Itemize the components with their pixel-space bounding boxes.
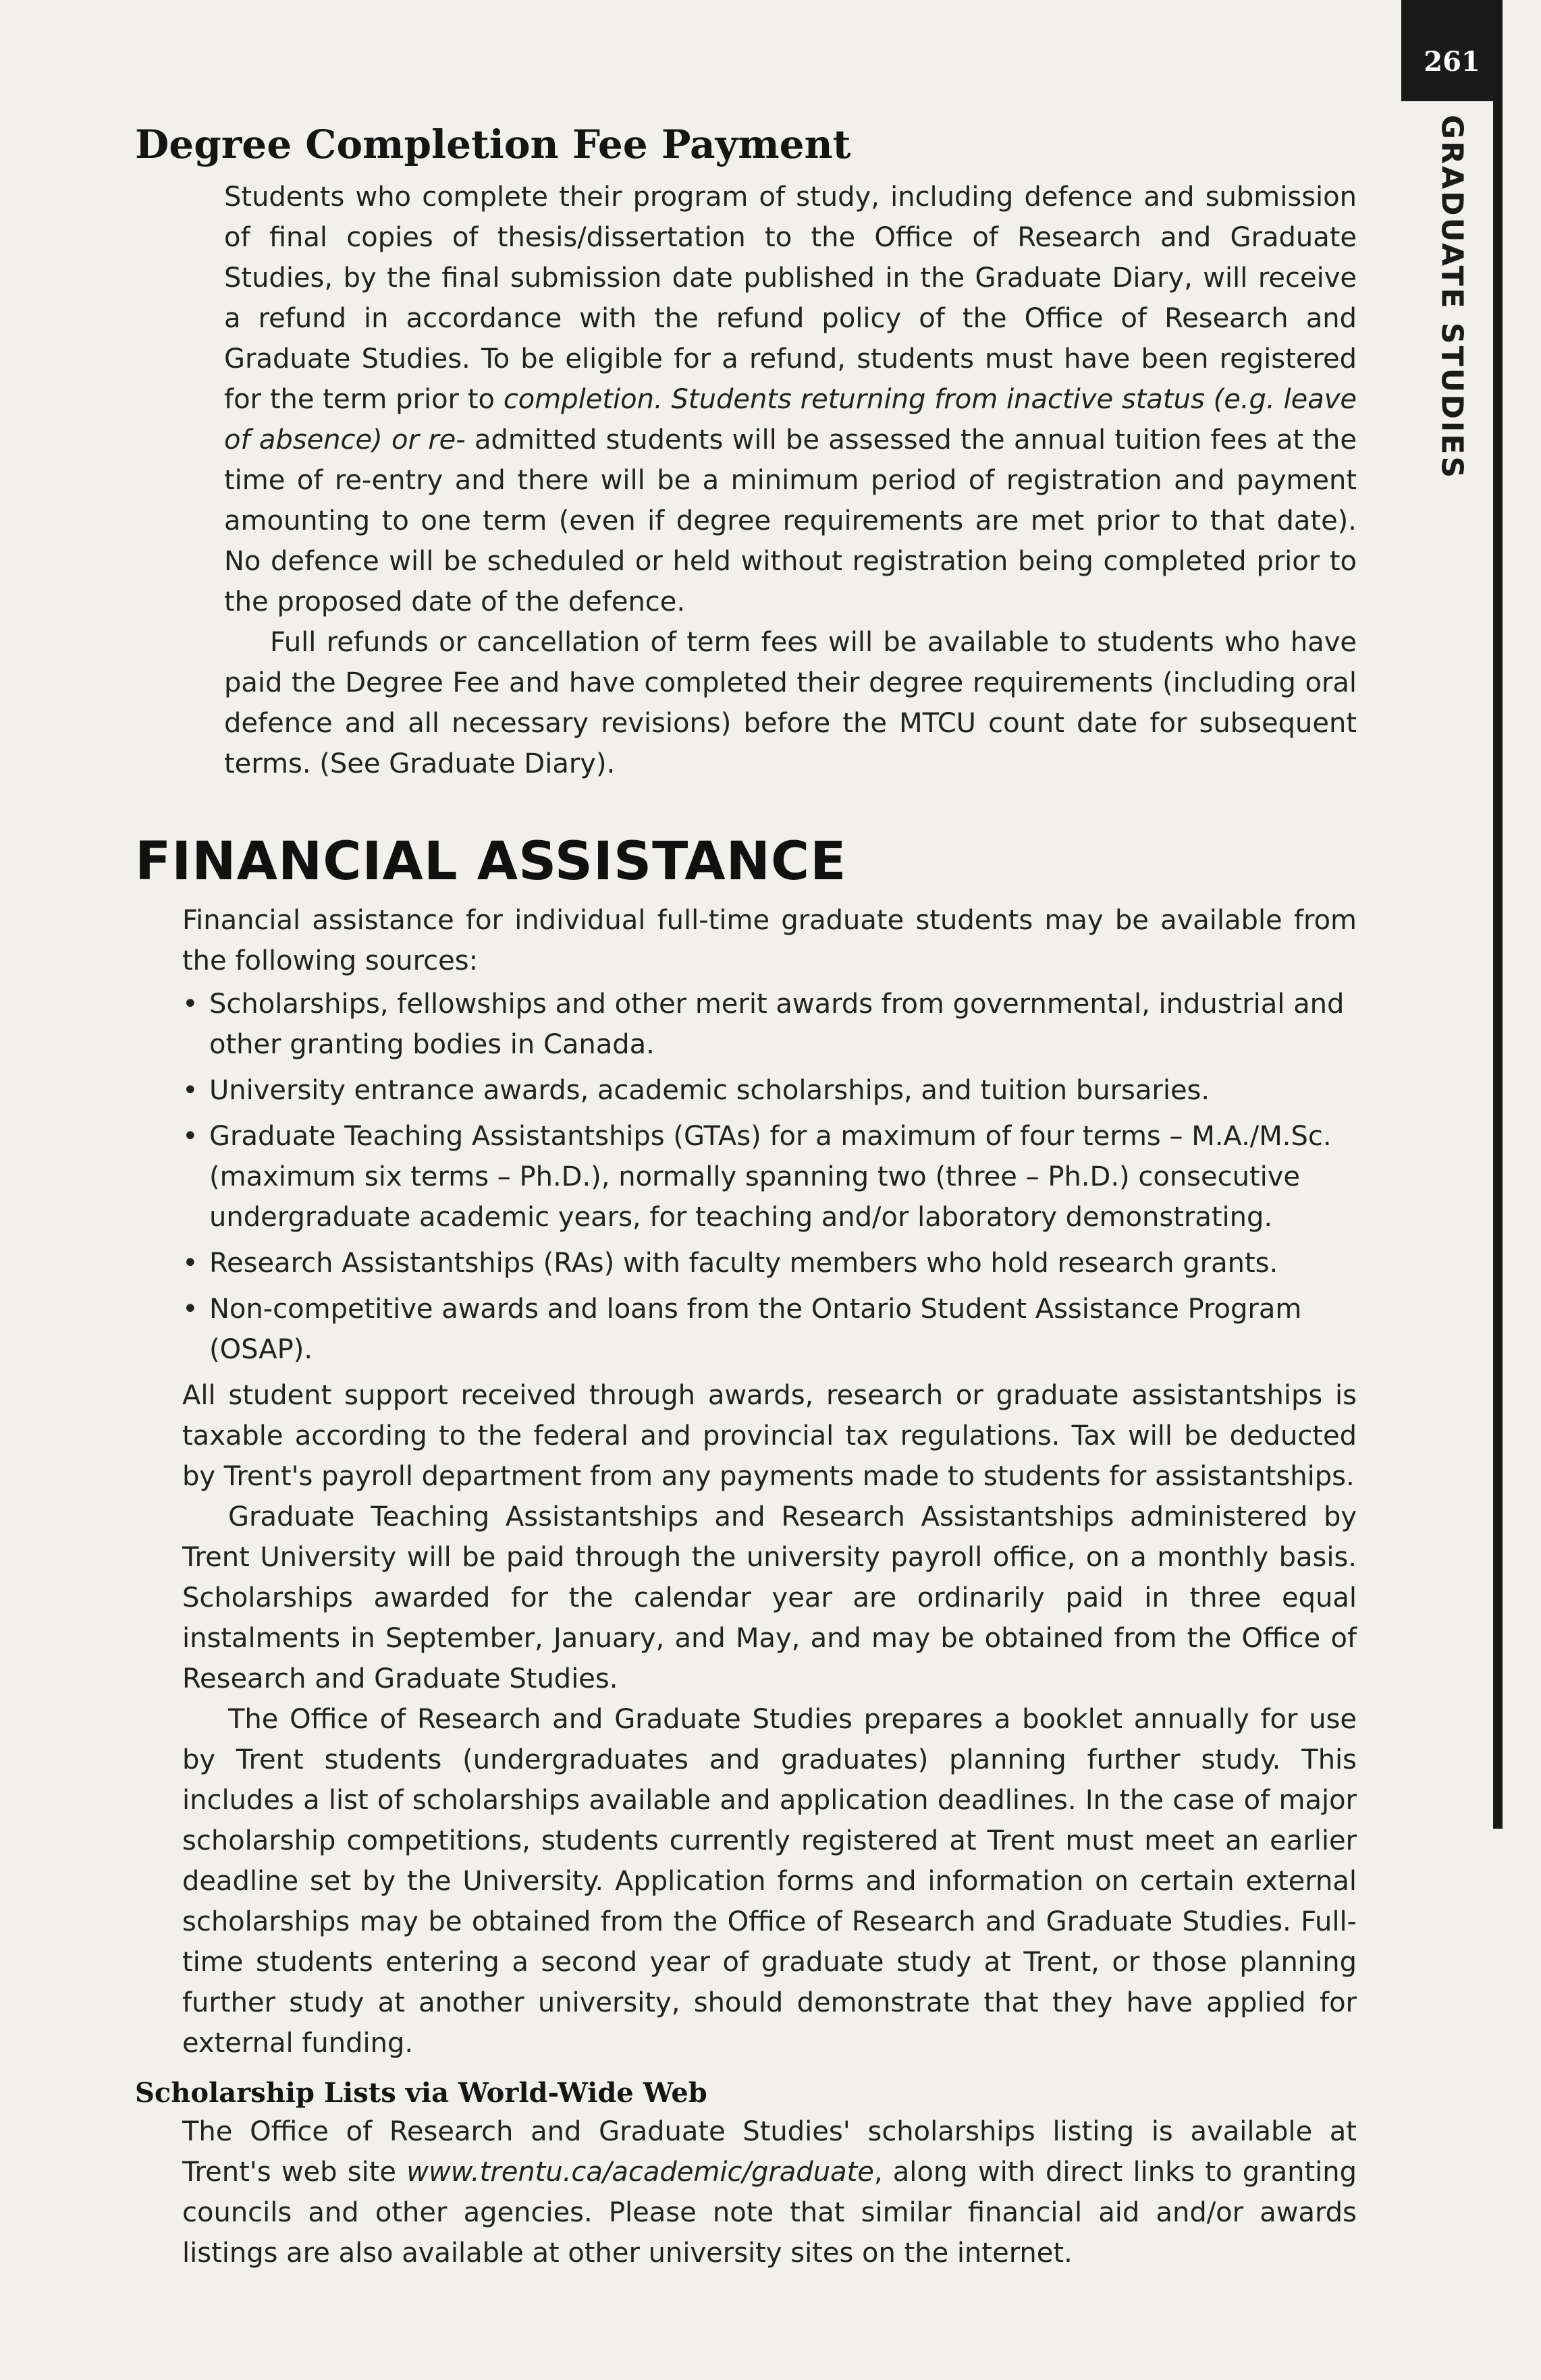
page-number: 261 — [1424, 45, 1480, 78]
bullet-icon: • — [182, 1121, 198, 1152]
bullet-icon: • — [182, 1248, 198, 1279]
scholarship-text-a: The Office of Research and Graduate Studies' scholarships listing is available at Trent's web site — [182, 2116, 1357, 2188]
degree-para1-italic: completion. Students returning from inactive status (e.g. leave of absence) or re- — [224, 384, 1357, 455]
scholarship-text-b: , along with direct links to granting councils and other agencies. Please note that similar financial aid and/or awards listings are also available at other university sites on the internet. — [182, 2157, 1357, 2269]
bullet-icon: • — [182, 989, 198, 1020]
bullet-icon: • — [182, 1294, 198, 1325]
degree-completion-paragraph-2: Full refunds or cancellation of term fees will be available to students who have paid the Degree Fee and have completed their degree requirements (including oral defence and all necessary revisions) before the MTCU count date for subsequent terms. (See Graduate Diary). — [224, 627, 1357, 779]
main-text-column — [135, 121, 1357, 2273]
list-item — [182, 984, 1357, 1065]
list-item-text: Research Assistantships (RAs) with faculty members who hold research grants. — [209, 1248, 1278, 1279]
list-item — [182, 1070, 1357, 1111]
heading-degree-completion: Degree Completion Fee Payment — [135, 121, 851, 167]
financial-booklet-paragraph: The Office of Research and Graduate Studies prepares a booklet annually for use by Trent students (undergraduates and graduates) planning further study. This includes a list of scholarships available and application deadlines. In the case of major scholarship competitions, students currently registered at Trent must meet an earlier deadline set by the University. Application forms and information on certain external scholarships may be obtained from the Office of Research and Graduate Studies. Full-time students entering a second year of graduate study at Trent, or those planning further study at another university, should demonstrate that they have applied for external funding. — [182, 1704, 1357, 2059]
financial-intro: Financial assistance for individual full-time graduate students may be available from the following sources: — [182, 905, 1357, 976]
financial-assistance-body — [135, 900, 1357, 2273]
degree-completion-paragraph-1 — [224, 177, 1357, 622]
scholarship-lists-paragraph — [182, 2111, 1357, 2273]
list-item — [182, 1116, 1357, 1238]
list-item — [182, 1289, 1357, 1370]
list-item-text: Non-competitive awards and loans from the Ontario Student Assistance Program (OSAP). — [209, 1294, 1302, 1365]
scholarship-url-link[interactable]: www.trentu.ca/academic/graduate — [406, 2157, 874, 2188]
list-item-text: University entrance awards, academic scholarships, and tuition bursaries. — [209, 1075, 1210, 1106]
heading-scholarship-lists: Scholarship Lists via World-Wide Web — [135, 2077, 707, 2109]
list-item-text: Graduate Teaching Assistantships (GTAs) for a maximum of four terms – M.A./M.Sc. (maximum six terms – Ph.D.), normally spanning two (three – Ph.D.) consecutive undergraduate academic years, for teaching and/or laboratory demonstrating. — [209, 1121, 1332, 1233]
degree-completion-body — [224, 177, 1357, 784]
list-item — [182, 1243, 1357, 1283]
degree-para1-text-b: admitted students will be assessed the annual tuition fees at the time of re-entry and there will be a minimum period of registration and payment amounting to one term (even if degree requirements are met prior to that date). No defence will be scheduled or held without registration being completed prior to the proposed date of the defence. — [224, 424, 1357, 617]
section-title-vertical — [1401, 115, 1503, 493]
section-title-text: GRADUATE STUDIES — [1434, 115, 1469, 480]
financial-payroll-paragraph: Graduate Teaching Assistantships and Research Assistantships administered by Trent University will be paid through the university payroll office, on a monthly basis. Scholarships awarded for the calendar year are ordinarily paid in three equal instalments in September, January, and May, and may be obtained from the Office of Research and Graduate Studies. — [182, 1501, 1357, 1694]
heading-financial-assistance: FINANCIAL ASSISTANCE — [135, 831, 847, 892]
degree-para1-text-a: Students who complete their program of study, including defence and submission of final copies of thesis/dissertation to the Office of Research and Graduate Studies, by the final submission date published in the Graduate Diary, will receive a refund in accordance with the refund policy of the Office of Research and Graduate Studies. To be eligible for a refund, students must have been registered for the term prior to — [224, 182, 1357, 415]
list-item-text: Scholarships, fellowships and other merit awards from governmental, industrial and other granting bodies in Canada. — [209, 989, 1345, 1060]
bullet-icon: • — [182, 1075, 198, 1106]
financial-sources-list — [182, 984, 1357, 1370]
financial-tax-paragraph: All student support received through awards, research or graduate assistantships is taxable according to the federal and provincial tax regulations. Tax will be deducted by Trent's payroll department from any payments made to students for assistantships. — [182, 1380, 1357, 1492]
